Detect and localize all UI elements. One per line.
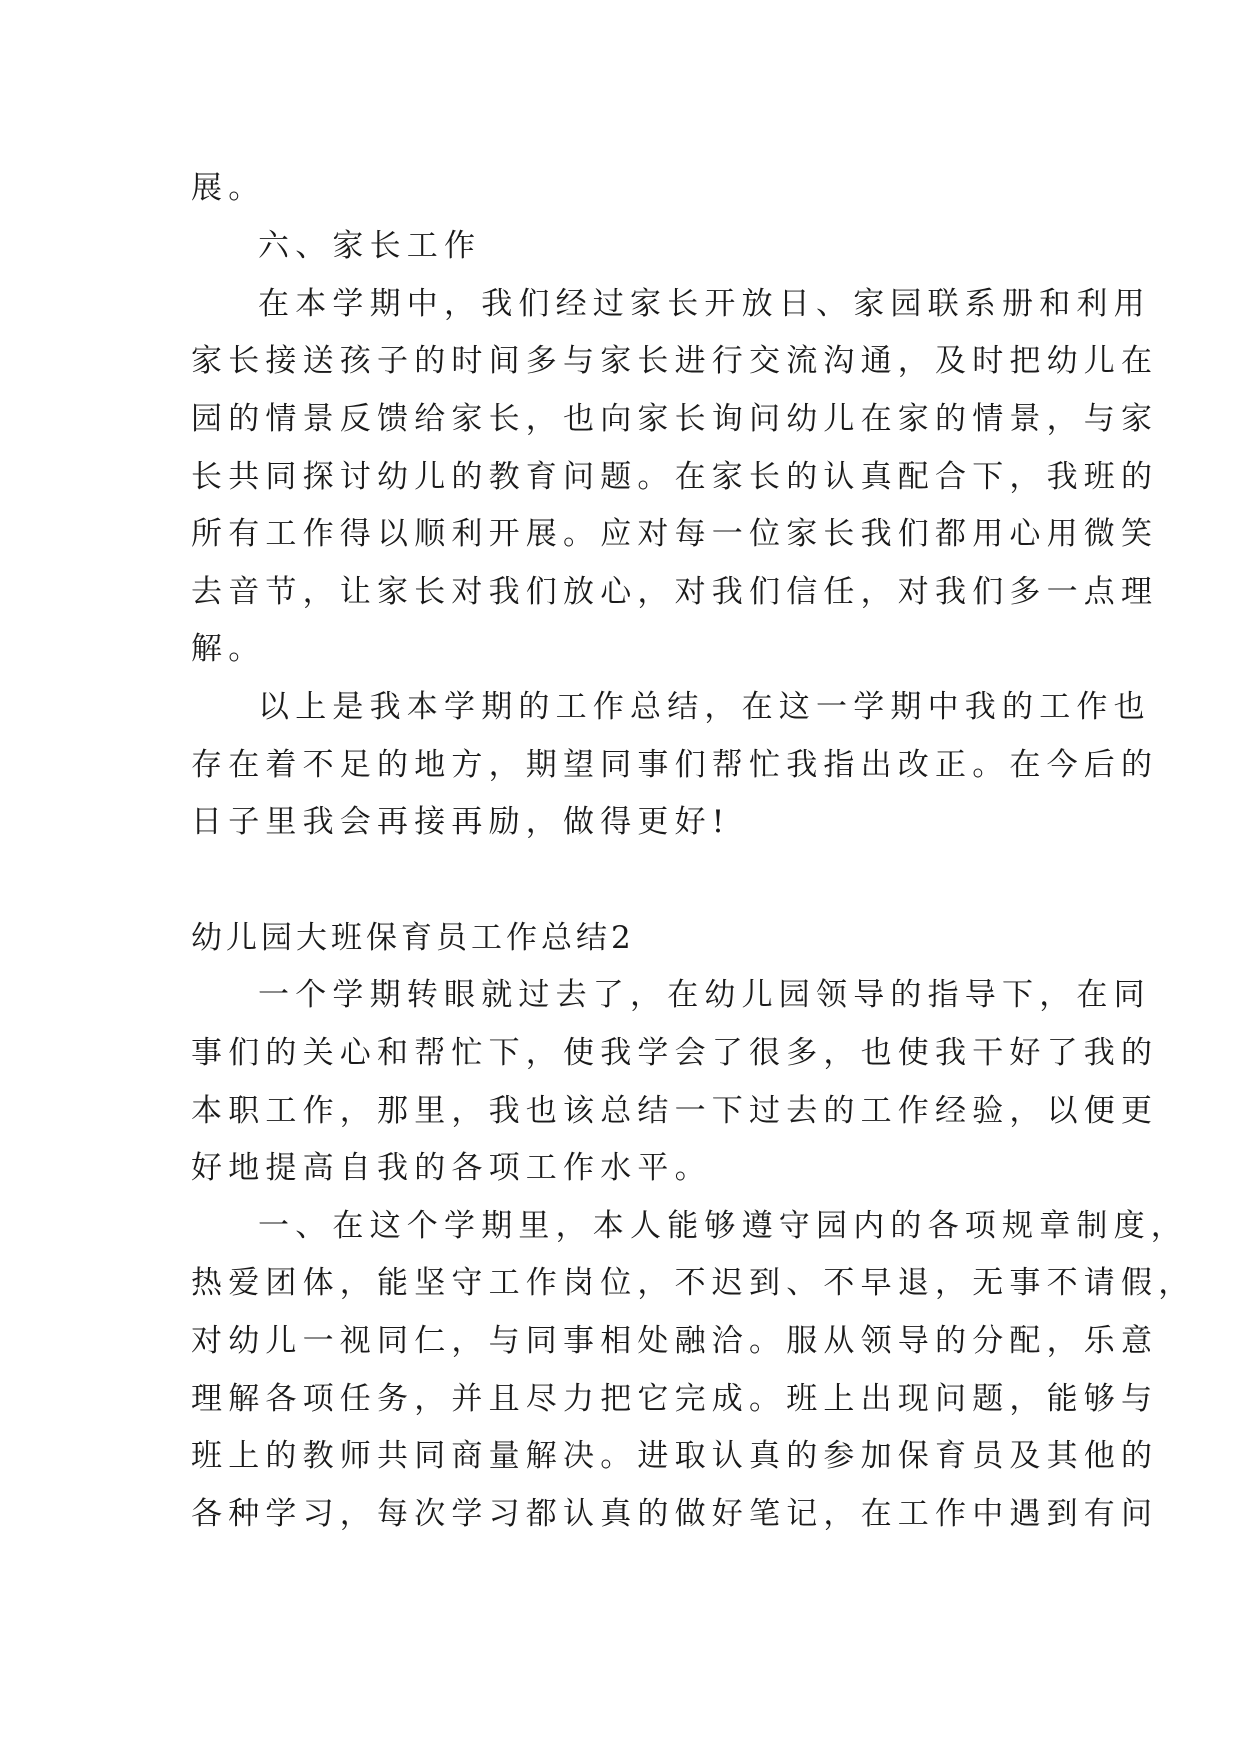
- paragraph-line: 本职工作，那里，我也该总结一下过去的工作经验，以便更: [191, 1093, 1159, 1129]
- paragraph-line: 班上的教师共同商量解决。进取认真的参加保育员及其他的: [191, 1438, 1159, 1474]
- paragraph-line: 一、在这个学期里，本人能够遵守园内的各项规章制度，: [258, 1208, 1188, 1244]
- paragraph-line: 在本学期中，我们经过家长开放日、家园联系册和利用: [258, 286, 1151, 322]
- paragraph-line: 家长接送孩子的时间多与家长进行交流沟通，及时把幼儿在: [191, 343, 1159, 379]
- paragraph-line: 事们的关心和帮忙下，使我学会了很多，也使我干好了我的: [191, 1035, 1159, 1071]
- paragraph-line: 所有工作得以顺利开展。应对每一位家长我们都用心用微笑: [191, 516, 1159, 552]
- paragraph-line: 各种学习，每次学习都认真的做好笔记，在工作中遇到有问: [191, 1496, 1159, 1532]
- paragraph-line: 去音节，让家长对我们放心，对我们信任，对我们多一点理: [191, 574, 1159, 610]
- document-title: 幼儿园大班保育员工作总结2: [191, 920, 635, 956]
- paragraph-line: 理解各项任务，并且尽力把它完成。班上出现问题，能够与: [191, 1381, 1159, 1417]
- paragraph-line: 热爱团体，能坚守工作岗位，不迟到、不早退，无事不请假，: [191, 1265, 1196, 1301]
- paragraph-line: 对幼儿一视同仁，与同事相处融洽。服从领导的分配，乐意: [191, 1323, 1159, 1359]
- paragraph-line: 长共同探讨幼儿的教育问题。在家长的认真配合下，我班的: [191, 459, 1159, 495]
- paragraph-line: 解。: [191, 631, 266, 667]
- paragraph-line: 好地提高自我的各项工作水平。: [191, 1150, 712, 1186]
- section-heading: 六、家长工作: [258, 228, 482, 264]
- paragraph-line: 存在着不足的地方，期望同事们帮忙我指出改正。在今后的: [191, 747, 1159, 783]
- paragraph-line: 以上是我本学期的工作总结，在这一学期中我的工作也: [258, 689, 1151, 725]
- paragraph-line: 一个学期转眼就过去了，在幼儿园领导的指导下，在同: [258, 977, 1151, 1013]
- paragraph-line: 园的情景反馈给家长，也向家长询问幼儿在家的情景，与家: [191, 401, 1159, 437]
- paragraph-line: 日子里我会再接再励，做得更好!: [191, 804, 731, 840]
- paragraph-line: 展。: [191, 170, 266, 206]
